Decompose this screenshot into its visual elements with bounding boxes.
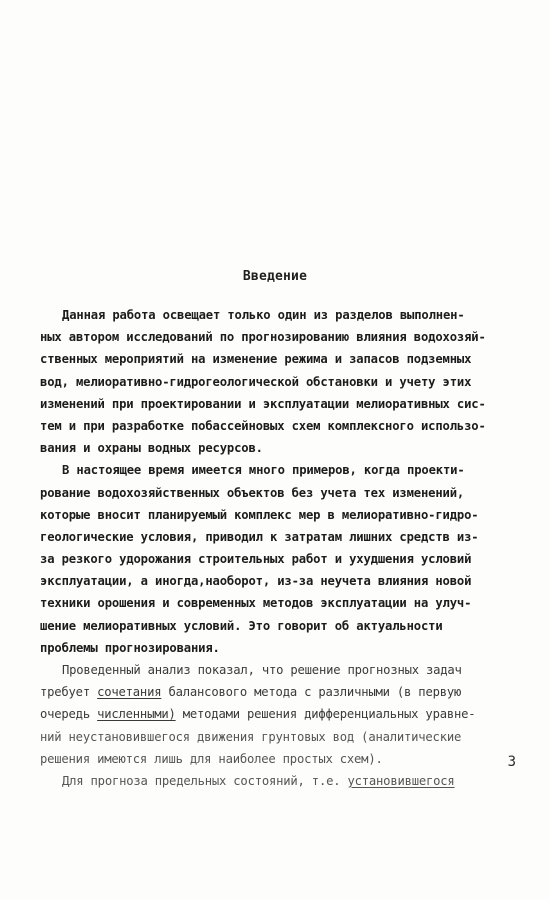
text-line: проблемы прогнозирования. <box>40 640 220 655</box>
text-line: которые вносит планируемый комплекс мер в мелиоративно-гидро- <box>40 507 479 522</box>
page-number: 3 <box>507 754 516 770</box>
text-line: Проведенный анализ показал, что решение прогнозных задач <box>62 663 462 677</box>
underlined-phrase: установившегося <box>347 773 455 788</box>
text-line: геологические условия, приводил к затратам лишних средств из- <box>40 529 479 544</box>
text-line: шение мелиоративных условий. Это говорит об актуальности <box>40 618 443 633</box>
section-heading: Введение <box>242 269 308 284</box>
text-line: вания и охраны водных ресурсов. <box>40 441 263 456</box>
text-line: вод, мелиоративно-гидрогеологической обстановки и учету этих <box>40 374 472 389</box>
text-line: эксплуатации, а иногда,наоборот, из-за неучета влияния новой <box>40 574 472 589</box>
text-line: рование водохозяйственных объектов без учета тех изменений, <box>40 485 465 500</box>
text-line: очередь численными) методами решения дифференциальных уравне- <box>40 707 476 722</box>
text-line: требует сочетания балансового метода с различными (в первую <box>40 685 462 700</box>
text-line: Для прогноза предельных состояний, т.е. установившегося <box>62 773 455 788</box>
text-line: за резкого удорожания строительных работ и ухудшения условий <box>40 552 472 567</box>
text-line: техники орошения и современных методов эксплуатации на улуч- <box>40 596 472 611</box>
text-line: Данная работа освещает только один из разделов выполнен- <box>62 308 465 322</box>
text-line: ных автором исследований по прогнозированию влияния водохозяй- <box>40 330 486 345</box>
text-line: тем и при разработке побассейновых схем комплексного использо- <box>40 418 486 433</box>
text-line: В настоящее время имеется много примеров, когда проекти- <box>62 463 465 478</box>
text-line: изменений при проектировании и эксплуатации мелиоративных сис- <box>40 396 486 411</box>
text-line: решения имеются лишь для наиболее простых схем). <box>40 751 383 766</box>
text-line: ний неустановившегося движения грунтовых вод (аналитические <box>40 729 462 744</box>
body-text <box>40 304 520 792</box>
underlined-phrase: сочетания <box>97 685 162 700</box>
underlined-phrase: численными) <box>97 707 176 722</box>
text-line: ственных мероприятий на изменение режима и запасов подземных <box>40 352 472 367</box>
